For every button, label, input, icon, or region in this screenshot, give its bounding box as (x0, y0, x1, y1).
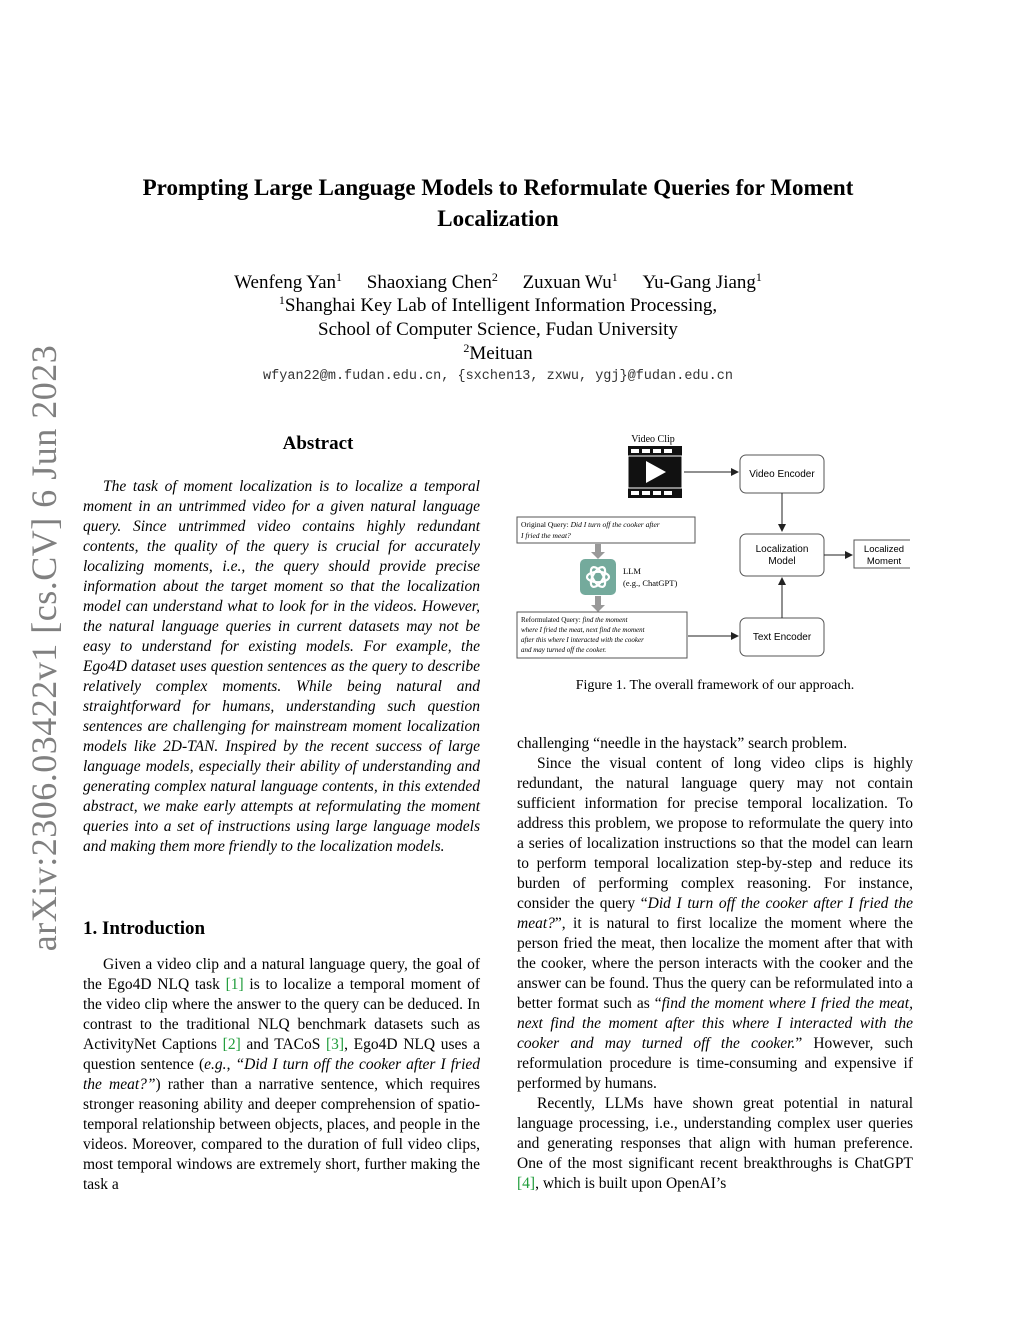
author-affil-mark: 1 (611, 270, 618, 284)
intro-text: is to localize a temporal moment of the video clip where the answer to the query can be deduced. In contrast to the traditional NLQ benchmark datasets such as ActivityNet Captions (83, 976, 480, 1053)
arxiv-stamp (14, 344, 74, 952)
author-emails[interactable]: wfyan22@m.fudan.edu.cn, {sxchen13, zxwu, ygj}@fudan.edu.cn (263, 369, 733, 384)
paragraph-text: Since the visual content of long video clips is highly redundant, the natural language query may not contain sufficient information for precise temporal localization. To address this problem, we propose to reformulate the query into a series of localization instructions so that the model can learn to perform temporal localization step-by-step and reduce its burden of performing complex reasoning. For instance, consider the query “ (517, 755, 913, 912)
intro-paragraph (83, 955, 480, 1195)
author-3 (523, 272, 618, 293)
citation-link[interactable]: [4] (517, 1175, 536, 1192)
video-clip-icon (628, 446, 682, 498)
author-1 (234, 272, 342, 293)
figure-caption: Figure 1. The overall framework of our approach. (575, 678, 855, 693)
affil-mark-2: 2 (463, 341, 470, 355)
author-affil-mark: 2 (491, 270, 498, 284)
paragraph-continuation: challenging “needle in the haystack” search problem. (517, 735, 848, 752)
arrow-query-to-llm (591, 544, 605, 559)
title-line-1: Prompting Large Language Models to Reformulate Queries for Moment (142, 175, 854, 200)
paragraph-text: ” However, such reformulation procedure is time-consuming and expensive if performed by humans. (517, 1035, 913, 1092)
localized-moment-box (854, 540, 910, 568)
section-1-heading: 1. Introduction (83, 918, 206, 939)
abstract-heading: Abstract (282, 433, 354, 454)
affiliation-2-text: Meituan (469, 343, 533, 364)
affiliation-line-1 (110, 294, 886, 317)
localization-model-label-2: Model (768, 556, 796, 567)
reformulated-query-text-2: where I fried the meat, next find the moment (521, 626, 645, 634)
paper-title (110, 172, 886, 234)
video-encoder-box (740, 455, 824, 493)
paragraph-text: ”, it is natural to first localize the moment where the person fried the meat, then localize the moment after that with the cooker, where the person interacts with the cooker and the answer can be found. Thus the query can be reformulated into a better format such as “ (517, 915, 913, 1012)
arrow-llm-to-reformulated (591, 596, 605, 612)
intro-text: Given a video clip and a natural language query, the goal of the Ego4D NLQ task (83, 956, 480, 993)
chatgpt-logo-icon (580, 559, 616, 595)
abstract-text: The task of moment localization is to localize a temporal moment in an untrimmed video for a given natural language query. Since untrimmed video contains highly redundant contents, the quality of the query is crucial for accurately localizing moments, i.e., the query should provide precise information about the target moment so that the localization model can understand what to look for in the videos. However, the natural language queries in current datasets may not be easy to understand for existing models. For example, the Ego4D dataset uses question sentences as the query to describe relatively complex moments. While being natural and straightforward for humans, understanding such question sentences are challenging for mainstream moment localization models like 2D-TAN. Inspired by the recent success of large language models, especially their ability of understanding and generating complex natural language contents, in this extended abstract, we make early attempts at reformulating the moment queries into a set of instructions using large language models and making them more friendly to the localization models. (83, 478, 480, 855)
text-encoder-label: Text Encoder (752, 632, 812, 643)
arxiv-stamp-text: arXiv:2306.03422v1 [cs.CV] 6 Jun 2023 (24, 344, 64, 952)
reformulated-query-label: Reformulated Query: (521, 616, 583, 624)
affil-mark-1: 1 (278, 293, 285, 307)
original-query-text: Did I turn off the cooker after (570, 520, 660, 529)
author-2 (367, 272, 498, 293)
intro-text: ) rather than a narrative sentence, which requires stronger reasoning ability and deeper comprehension of spatio-temporal relationship between objects, places, and people in the videos. Moreover, compared to the duration of full video clips, most temporal windows are extremely short, further making the task a (83, 1076, 480, 1193)
original-query-box (517, 517, 695, 543)
reformulated-query-text-1: find the moment (582, 616, 628, 624)
author-name: Yu-Gang Jiang (642, 272, 756, 293)
paragraph-reformulation (517, 754, 913, 1094)
localization-model-label-1: Localization (755, 544, 809, 555)
intro-italic-query: “Did I turn off the cooker after I fried the meat?” (83, 1056, 481, 1093)
localized-moment-label-2: Moment (866, 556, 902, 567)
intro-italic: e.g. (204, 1056, 227, 1073)
reformulated-query-text-3: after this where I interacted with the cooker (521, 636, 644, 644)
svg-text:Reformulated Query: find the m (521, 616, 629, 624)
reformulated-query-box (517, 612, 687, 658)
intro-text: , Ego4D NLQ uses a question sentence ( (83, 1036, 481, 1073)
author-list (110, 271, 886, 294)
paragraph-llms (517, 1094, 913, 1194)
localization-model-box (740, 534, 824, 576)
paragraph-text: Recently, LLMs have shown great potential in natural language processing, i.e., understanding complex user queries and generating responses that align with human preference. One of the most significant recent breakthroughs is ChatGPT (517, 1095, 913, 1172)
original-query-text-2: I fried the meat? (521, 531, 571, 540)
svg-text:Original Query: Did I turn off (521, 520, 660, 529)
paragraph-italic: Did I turn off the cooker after I fried the meat? (517, 895, 913, 932)
video-encoder-label: Video Encoder (749, 469, 815, 480)
llm-example-label: (e.g., ChatGPT) (623, 578, 678, 588)
right-column-text (517, 734, 913, 1194)
author-affil-mark: 1 (755, 270, 762, 284)
affiliation-line-3 (110, 342, 886, 365)
intro-text: , (226, 1056, 236, 1073)
author-4 (642, 272, 761, 293)
author-name: Shaoxiang Chen (366, 272, 492, 293)
author-name: Zuxuan Wu (522, 272, 612, 293)
citation-link[interactable]: [1] (225, 976, 244, 993)
author-name: Wenfeng Yan (234, 272, 336, 293)
llm-label: LLM (623, 566, 641, 576)
affiliation-1-text: Shanghai Key Lab of Intelligent Information Processing, (284, 295, 718, 316)
text-encoder-box (740, 618, 824, 656)
title-line-2: Localization (437, 206, 559, 231)
affiliation-line-2: School of Computer Science, Fudan University (318, 319, 678, 340)
paragraph-text: , which is built upon OpenAI’s (535, 1175, 727, 1192)
reformulated-query-text-4: and may turned off the cooker. (521, 646, 607, 654)
paragraph-italic: find the moment where I fried the meat, next find the moment after this where I interacted with the cooker and may turned off the cooker. (517, 995, 913, 1052)
citation-link[interactable]: [2] (222, 1036, 241, 1053)
intro-text: and TACoS (240, 1036, 326, 1053)
video-clip-label: Video Clip (631, 434, 675, 445)
localized-moment-label-1: Localized (863, 544, 905, 555)
author-affil-mark: 1 (336, 270, 342, 284)
framework-figure (510, 428, 910, 673)
original-query-label: Original Query: (521, 520, 571, 529)
citation-link[interactable]: [3] (326, 1036, 345, 1053)
